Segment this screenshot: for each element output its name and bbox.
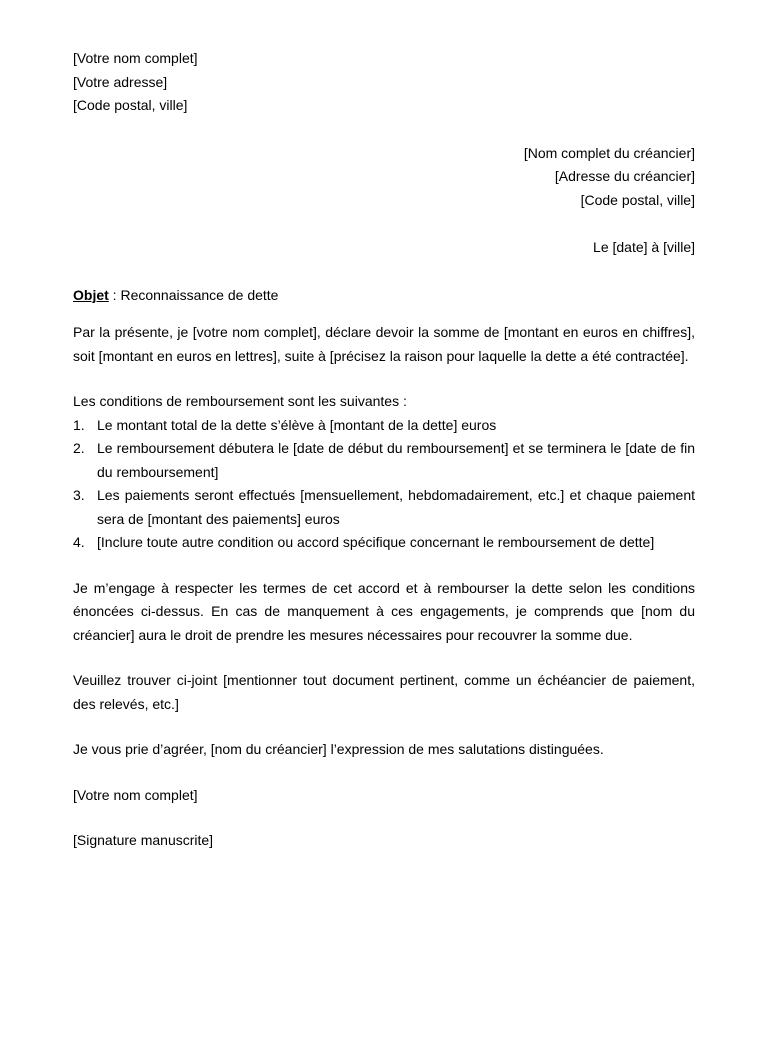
list-item-number: 4. (73, 534, 85, 550)
recipient-address: [Adresse du créancier] (554, 168, 695, 184)
signature-placeholder: [Signature manuscrite] (73, 832, 214, 848)
conditions-list (73, 414, 695, 555)
recipient-block (73, 142, 695, 213)
sender-city: [Code postal, ville] (73, 97, 188, 113)
list-item-text: Les paiements seront effectués [mensuellement, hebdomadairement, etc.] et chaque paiement sera de [montant des paiements] euros (97, 487, 695, 527)
recipient-name: [Nom complet du créancier] (523, 144, 695, 161)
list-item-text: Le montant total de la dette s’élève à [montant de la dette] euros (97, 416, 497, 433)
signature-name: [Votre nom complet] (73, 786, 198, 803)
list-item-number: 3. (73, 487, 85, 503)
intro-paragraph: Par la présente, je [votre nom complet], déclare devoir la somme de [montant en euros en chiffres], soit [montant en euros en lettres], suite à [précisez la raison pour laquelle la dette a été contractée]. (73, 324, 695, 364)
subject-line (73, 284, 695, 308)
subject-text: Reconnaissance de dette (120, 286, 279, 303)
list-item-text: [Inclure toute autre condition ou accord spécifique concernant le remboursement de dette] (97, 534, 655, 550)
closing-paragraph: Je vous prie d’agréer, [nom du créancier] l’expression de mes salutations distinguées. (73, 741, 604, 757)
list-item-text: Le remboursement débutera le [date de début du remboursement] et se terminera le [date de fin du remboursement] (97, 440, 695, 480)
list-item (73, 437, 695, 484)
list-item (73, 484, 695, 531)
subject-separator: : (108, 286, 121, 303)
list-item (73, 531, 695, 555)
list-item-number: 1. (73, 416, 85, 433)
date-line: Le [date] à [ville] (593, 239, 695, 255)
attachments-paragraph: Veuillez trouver ci-joint [mentionner tout document pertinent, comme un échéancier de paiement, des relevés, etc.] (73, 672, 695, 712)
sender-name: [Votre nom complet] (73, 50, 198, 66)
subject-label: Objet (73, 286, 109, 303)
sender-address: [Votre adresse] (73, 73, 168, 90)
recipient-city: [Code postal, ville] (580, 191, 695, 208)
list-item-number: 2. (73, 440, 85, 456)
commitment-paragraph: Je m’engage à respecter les termes de cet accord et à rembourser la dette selon les conditions énoncées ci-dessus. En cas de manquement à ces engagements, je comprends que [nom du créancier] aura le droit de prendre les mesures nécessaires pour recouvrer la somme due. (73, 579, 695, 643)
sender-block (73, 47, 695, 118)
list-item (73, 414, 695, 438)
conditions-intro: Les conditions de remboursement sont les suivantes : (73, 393, 407, 409)
letter-page (73, 47, 695, 853)
